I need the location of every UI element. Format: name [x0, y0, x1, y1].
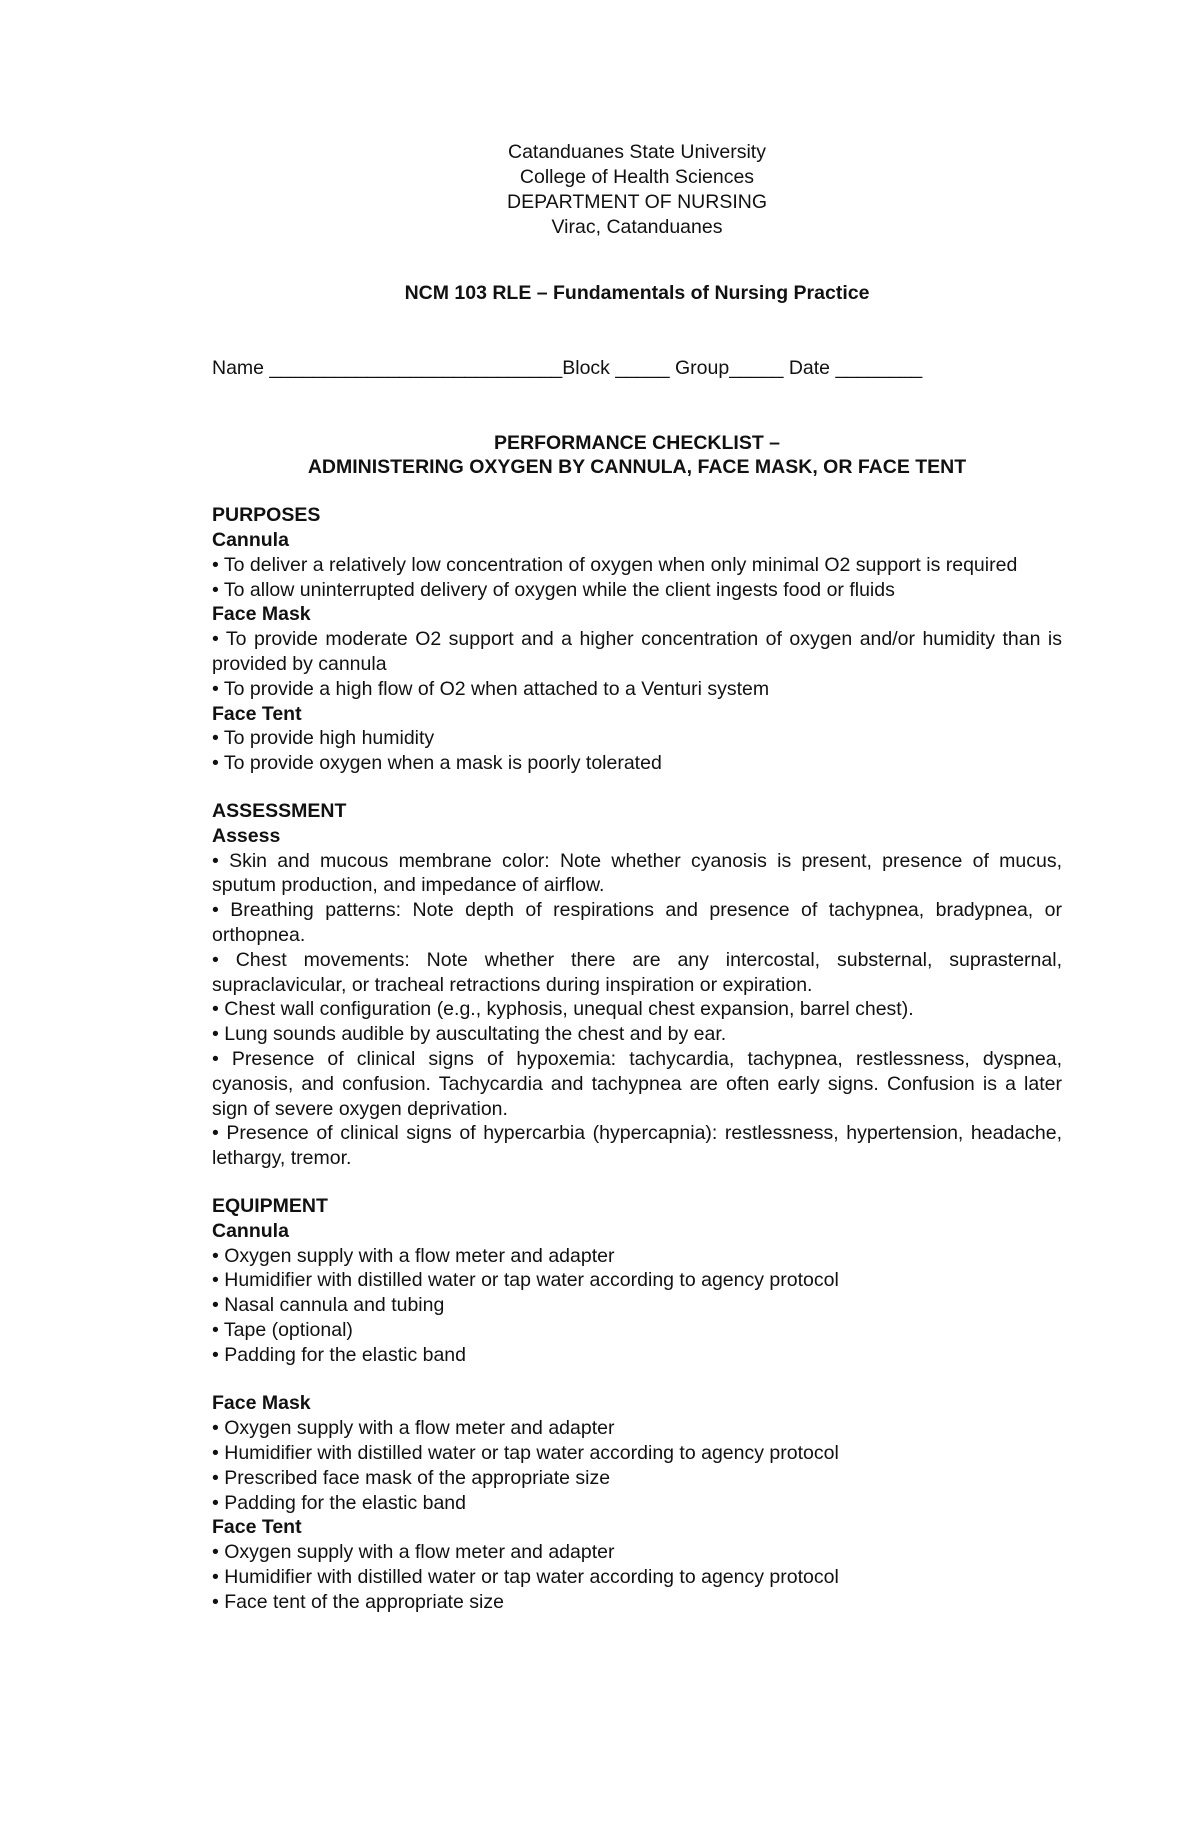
purposes-tent-heading: Face Tent [212, 702, 302, 725]
list-item: • To provide high humidity [212, 727, 435, 750]
name-block-group-date-line: Name ___________________________Block _____ Group_____ Date ________ [212, 356, 923, 379]
list-item: • Tape (optional) [212, 1318, 353, 1341]
list-item: • To provide moderate O2 support and a higher concentration of oxygen and/or humidity than is provided by cannula [212, 628, 1062, 675]
equipment-mask-heading: Face Mask [212, 1392, 311, 1415]
purposes-mask-heading: Face Mask [212, 603, 311, 626]
university-name: Catanduanes State University [508, 141, 766, 163]
document-page [212, 140, 1062, 1615]
list-item: • Padding for the elastic band [212, 1343, 466, 1366]
purposes-cannula-heading: Cannula [212, 528, 289, 551]
list-item: • Face tent of the appropriate size [212, 1590, 504, 1613]
list-item: • Humidifier with distilled water or tap water according to agency protocol [212, 1566, 839, 1589]
purposes-section [212, 503, 1062, 776]
list-item: • To allow uninterrupted delivery of oxygen while the client ingests food or fluids [212, 578, 895, 601]
list-item: • Padding for the elastic band [212, 1491, 466, 1514]
purposes-heading: PURPOSES [212, 504, 321, 527]
checklist-title-line2: ADMINISTERING OXYGEN BY CANNULA, FACE MASK, OR FACE TENT [307, 456, 967, 479]
list-item: • Presence of clinical signs of hypoxemia: tachycardia, tachypnea, restlessness, dyspnea, cyanosis, and confusion. Tachycardia and tachypnea are often early signs. Confusion is a later sign of severe oxygen deprivation. [212, 1047, 1062, 1120]
list-item: • Oxygen supply with a flow meter and adapter [212, 1417, 615, 1440]
list-item: • Prescribed face mask of the appropriate size [212, 1466, 611, 1489]
list-item: • Chest wall configuration (e.g., kyphosis, unequal chest expansion, barrel chest). [212, 998, 914, 1021]
list-item: • Oxygen supply with a flow meter and adapter [212, 1541, 615, 1564]
checklist-title [212, 431, 1062, 481]
list-item: • Nasal cannula and tubing [212, 1294, 445, 1317]
checklist-title-line1: PERFORMANCE CHECKLIST – [493, 431, 781, 454]
equipment-tent-heading: Face Tent [212, 1516, 302, 1539]
location: Virac, Catanduanes [551, 216, 723, 238]
list-item: • To deliver a relatively low concentration of oxygen when only minimal O2 support is required [212, 553, 1018, 576]
list-item: • Lung sounds audible by auscultating the chest and by ear. [212, 1023, 727, 1046]
college-name: College of Health Sciences [519, 166, 755, 188]
assessment-section [212, 799, 1062, 1171]
equipment-section [212, 1194, 1062, 1615]
list-item: • Chest movements: Note whether there are any intercostal, substernal, suprasternal, supraclavicular, or tracheal retractions during inspiration or expiration. [212, 948, 1062, 996]
institution-header [212, 140, 1062, 240]
list-item: • Presence of clinical signs of hypercarbia (hypercapnia): restlessness, hypertension, headache, lethargy, tremor. [212, 1122, 1062, 1170]
assess-subheading: Assess [212, 824, 281, 847]
course-title: NCM 103 RLE – Fundamentals of Nursing Practice [404, 282, 870, 304]
list-item: • Skin and mucous membrane color: Note whether cyanosis is present, presence of mucus, sputum production, and impedance of airflow. [212, 849, 1062, 897]
list-item: • To provide oxygen when a mask is poorly tolerated [212, 752, 662, 775]
equipment-heading: EQUIPMENT [212, 1194, 328, 1217]
list-item: • Humidifier with distilled water or tap water according to agency protocol [212, 1269, 839, 1292]
assessment-heading: ASSESSMENT [212, 799, 347, 822]
equipment-cannula-heading: Cannula [212, 1219, 289, 1242]
list-item: • To provide a high flow of O2 when attached to a Venturi system [212, 677, 770, 700]
department-name: DEPARTMENT OF NURSING [506, 191, 768, 213]
list-item: • Humidifier with distilled water or tap water according to agency protocol [212, 1442, 839, 1465]
list-item: • Breathing patterns: Note depth of respirations and presence of tachypnea, bradypnea, or orthopnea. [212, 899, 1062, 946]
list-item: • Oxygen supply with a flow meter and adapter [212, 1244, 615, 1267]
